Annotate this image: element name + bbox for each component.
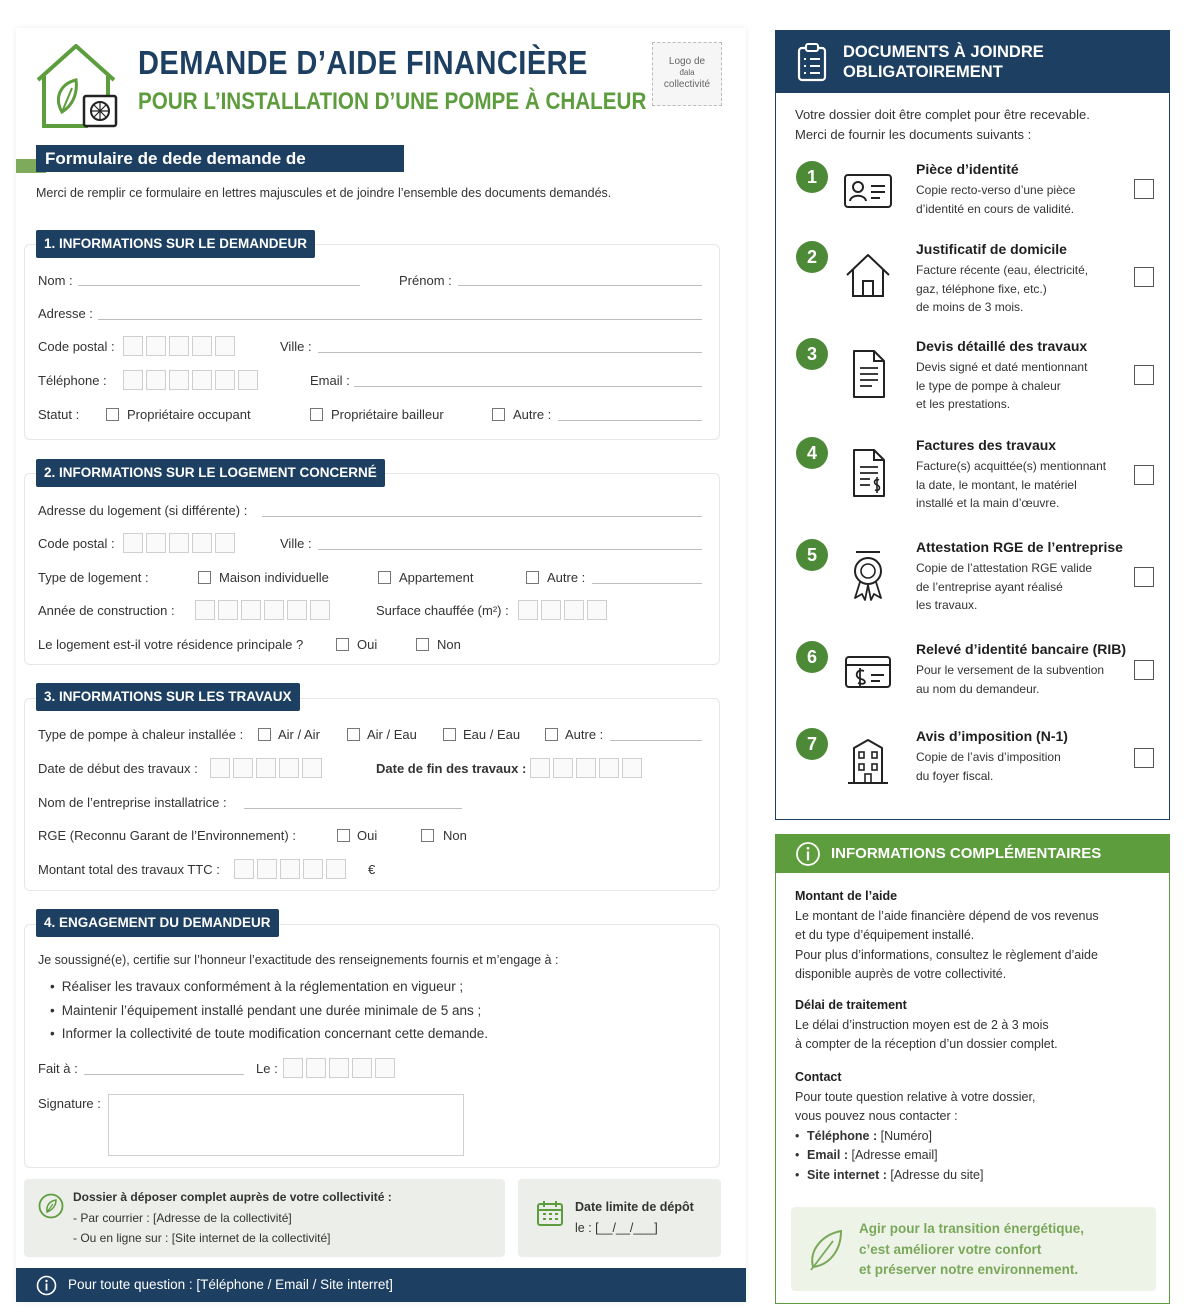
info-delai [795, 996, 1058, 1055]
rge-non-label: Non [443, 828, 467, 843]
engagement-item: • Informer la collectivité de toute modification concernant cette demande. [64, 1022, 488, 1046]
statut-label: Statut : [38, 407, 80, 422]
document-description-line: Facture(s) acquittée(s) mentionnant [916, 459, 1107, 473]
info-contact-title: Contact [795, 1070, 842, 1084]
engagement-item: • Réaliser les travaux conformément à la réglementation en vigueur ; [64, 975, 488, 999]
date-fin-boxes[interactable] [530, 758, 642, 778]
contact-telephone: • Téléphone : [Numéro] [795, 1128, 933, 1143]
bank-card-icon [842, 645, 894, 697]
adresse-label: Adresse : [38, 306, 93, 321]
documents-header [776, 31, 1169, 93]
clipboard-checklist-icon [796, 42, 828, 82]
documents-intro-line: Merci de fournir les documents suivants : [795, 127, 1032, 142]
euro-symbol: € [368, 862, 376, 877]
document-description [916, 661, 1131, 698]
document-checkbox-imposition[interactable] [1134, 748, 1154, 768]
telephone-boxes[interactable] [123, 370, 258, 390]
document-description-line: de moins de 3 mois. [916, 300, 1024, 314]
ville-field[interactable] [318, 352, 702, 353]
rge-label: RGE (Reconnu Garant de l’Environnement) : [38, 828, 296, 843]
documents-panel [775, 30, 1170, 820]
proprietaire-bailleur-label: Propriétaire bailleur [331, 407, 444, 422]
collectivite-logo-placeholder [652, 42, 722, 106]
adresse-logement-label: Adresse du logement (si différente) : [38, 503, 248, 518]
residence-principale-label: Le logement est-il votre résidence principale ? [38, 637, 304, 652]
documents-header-line1: DOCUMENTS À JOINDRE [843, 43, 1044, 61]
logo-placeholder-text: Logo de [668, 56, 706, 67]
date-debut-boxes[interactable] [210, 758, 322, 778]
air-air-checkbox[interactable] [258, 728, 271, 741]
invoice-icon [842, 447, 894, 499]
document-checkbox-domicile[interactable] [1134, 267, 1154, 287]
section3-label: 3. INFORMATIONS SUR LES TRAVAUX [36, 683, 300, 711]
montant-boxes[interactable] [234, 859, 346, 879]
document-description-line: du foyer fiscal. [916, 768, 994, 783]
logement-autre-checkbox[interactable] [526, 571, 539, 584]
surface-label: Surface chauffée (m²) : [376, 603, 509, 618]
document-checkbox-devis[interactable] [1134, 365, 1154, 385]
engagement-list [61, 975, 488, 1046]
form-page [16, 28, 746, 1302]
nom-label: Nom : [38, 273, 73, 288]
document-description-line: Copie de l’attestation RGE valide [916, 561, 1093, 575]
ville-logement-label: Ville : [280, 536, 312, 551]
document-title: Relevé d’identité bancaire (RIB) [916, 641, 1127, 657]
building-icon [842, 734, 894, 786]
info-montant-title: Montant de l’aide [795, 889, 898, 903]
fait-a-field[interactable] [84, 1074, 244, 1075]
main-title: DEMANDE D’AIDE FINANCIÈRE [138, 44, 588, 81]
logement-autre-label: Autre : [547, 570, 586, 585]
date-debut-label: Date de début des travaux : [38, 761, 198, 776]
statut-autre-label: Autre : [513, 407, 552, 422]
form-banner: Formulaire de dede demande de subvention [36, 145, 404, 172]
info-delai-title: Délai de traitement [795, 998, 907, 1012]
depot-en-ligne-value: [Site internet de la collectivité] [168, 1231, 331, 1245]
contact-telephone-value: [Numéro] [877, 1128, 933, 1143]
engagement-intro: Je soussigné(e), certifie sur l’honneur l’exactitude des renseignements fournis et m’engage à : [38, 953, 559, 967]
section2-label: 2. INFORMATIONS SUR LE LOGEMENT CONCERNÉ [36, 459, 385, 487]
document-description-line: la date, le montant, le matériel [916, 477, 1077, 492]
fait-a-label: Fait à : [38, 1061, 78, 1076]
document-description-line: Copie recto-verso d’une pièce [916, 183, 1076, 197]
document-description [916, 261, 1131, 317]
document-description-line: au nom du demandeur. [916, 681, 1040, 696]
nom-field[interactable] [78, 285, 360, 286]
document-checkbox-rge[interactable] [1134, 567, 1154, 587]
documents-header-line2: OBLIGATOIREMENT [843, 63, 1003, 81]
info-panel [775, 834, 1170, 1304]
calendar-icon [536, 1199, 564, 1227]
section1-label: 1. INFORMATIONS SUR LE DEMANDEUR [36, 230, 315, 258]
logo-placeholder-text: collectivité [663, 79, 711, 90]
code-postal-boxes[interactable] [123, 336, 235, 356]
code-postal-logement-label: Code postal : [38, 536, 115, 551]
signature-label: Signature : [38, 1096, 101, 1111]
contact-site-label: Site internet : [807, 1167, 887, 1182]
date-fin-label: Date de fin des travaux : [376, 761, 527, 776]
document-description-line: Copie de l’avis d’imposition [916, 750, 1061, 764]
montant-label: Montant total des travaux TTC : [38, 862, 220, 877]
rge-non-checkbox[interactable] [421, 829, 434, 842]
document-description-line: Facture récente (eau, électricité, [916, 263, 1089, 277]
eau-eau-label: Eau / Eau [463, 727, 521, 742]
residence-oui-label: Oui [357, 637, 378, 652]
contact-email-value: [Adresse email] [848, 1148, 938, 1162]
house-leaf-heat-pump-logo-icon [32, 40, 120, 130]
depot-courrier-label: - Par courrier : [73, 1211, 150, 1225]
maison-checkbox[interactable] [198, 571, 211, 584]
document-checkbox-identite[interactable] [1134, 179, 1154, 199]
document-description-line: d’identité en cours de validité. [916, 201, 1075, 216]
annee-construction-boxes[interactable] [195, 600, 330, 620]
deadline-date-field[interactable]: le : [__/__/___] [575, 1221, 658, 1235]
email-field[interactable] [354, 386, 702, 387]
statut-autre-field[interactable] [558, 420, 702, 421]
transition-message-line: et préserver notre environnement. [859, 1262, 1079, 1277]
document-description-line: installé et la main d’œuvre. [916, 496, 1060, 510]
house-icon [842, 249, 894, 301]
contact-email: • Email : [Adresse email] [795, 1148, 938, 1162]
code-postal-label: Code postal : [38, 339, 115, 354]
info-montant-line: disponible auprès de votre collectivité. [795, 967, 1007, 981]
proprietaire-occupant-label: Propriétaire occupant [127, 407, 251, 422]
info-montant-line: Pour plus d’informations, consultez le règlement d’aide [795, 947, 1098, 962]
document-checkbox-rib[interactable] [1134, 660, 1154, 680]
pompe-autre-field[interactable] [610, 740, 702, 741]
document-number: 5 [796, 539, 828, 571]
statut-autre-checkbox[interactable] [492, 408, 505, 421]
prenom-field[interactable] [458, 285, 702, 286]
info-header-title: INFORMATIONS COMPLÉMENTAIRES [831, 845, 1102, 862]
info-montant [795, 887, 1099, 985]
info-montant-line: et du type d’équipement installé. [795, 928, 975, 942]
deadline-label: Date limite de dépôt [575, 1200, 694, 1214]
info-icon [795, 841, 821, 867]
document-description [916, 181, 1131, 218]
section4-label: 4. ENGAGEMENT DU DEMANDEUR [36, 909, 279, 937]
logo-placeholder-text: đala [679, 68, 695, 77]
documents-intro-line: Votre dossier doit être complet pour être recevable. [795, 107, 1090, 122]
document-title: Devis détaillé des travaux [916, 338, 1088, 354]
depot-title: Dossier à déposer complet auprès de votre collectivité : [73, 1190, 392, 1204]
document-description-line: de l’entreprise ayant réalisé [916, 579, 1063, 594]
depot-info-box [24, 1179, 505, 1257]
info-delai-line: à compter de la réception d’un dossier complet. [795, 1037, 1058, 1051]
logement-autre-field[interactable] [592, 583, 702, 584]
footer-contact-text: Pour toute question : [Téléphone / Email / Site interret] [68, 1277, 393, 1292]
document-description [916, 748, 1131, 785]
document-number: 4 [796, 437, 828, 469]
info-icon [36, 1275, 57, 1296]
depot-en-ligne [73, 1231, 330, 1245]
transition-message-box [791, 1207, 1156, 1291]
date-signature-label: Le : [256, 1061, 278, 1076]
air-air-label: Air / Air [278, 727, 320, 742]
annee-construction-label: Année de construction : [38, 603, 175, 618]
transition-message-line: Agir pour la transition énergétique, [859, 1221, 1085, 1236]
document-title: Pièce d’identité [916, 161, 1019, 177]
document-title: Justificatif de domicile [916, 241, 1067, 257]
adresse-field[interactable] [98, 319, 702, 320]
surface-boxes[interactable] [518, 600, 607, 620]
depot-en-ligne-label: - Ou en ligne sur : [73, 1231, 169, 1245]
adresse-logement-field[interactable] [262, 516, 702, 517]
ville-logement-field[interactable] [318, 549, 702, 550]
residence-oui-checkbox[interactable] [336, 638, 349, 651]
document-description [916, 559, 1131, 615]
intro-text: Merci de remplir ce formulaire en lettres majuscules et de joindre l’ensemble des documents demandés. [36, 186, 612, 200]
ville-label: Ville : [280, 339, 312, 354]
info-contact [795, 1068, 1035, 1185]
info-contact-line: Pour toute question relative à votre dossier, [795, 1089, 1036, 1104]
contact-email-label: Email : [807, 1148, 848, 1162]
contact-site-value: [Adresse du site] [886, 1167, 984, 1182]
signature-field[interactable] [108, 1094, 464, 1156]
contact-site: • Site internet : [Adresse du site] [795, 1167, 984, 1182]
info-header [776, 835, 1169, 873]
date-signature-boxes[interactable] [283, 1058, 395, 1078]
document-description-line: et les prestations. [916, 397, 1011, 411]
proprietaire-occupant-checkbox[interactable] [106, 408, 119, 421]
id-card-icon [842, 165, 894, 217]
rge-oui-checkbox[interactable] [337, 829, 350, 842]
type-pompe-label: Type de pompe à chaleur installée : [38, 727, 244, 742]
pompe-autre-checkbox[interactable] [545, 728, 558, 741]
document-description-line: le type de pompe à chaleur [916, 378, 1061, 393]
transition-message [859, 1219, 1084, 1281]
footer-bar [16, 1268, 746, 1302]
document-description-line: gaz, téléphone fixe, etc.) [916, 281, 1047, 296]
document-number: 3 [796, 338, 828, 370]
info-contact-line: vous pouvez nous contacter : [795, 1109, 958, 1123]
document-description-line: Devis signé et daté mentionnant [916, 360, 1088, 374]
document-title: Factures des travaux [916, 437, 1057, 453]
document-icon [842, 348, 894, 400]
type-logement-label: Type de logement : [38, 570, 149, 585]
documents-intro [795, 105, 1090, 145]
rge-oui-label: Oui [357, 828, 378, 843]
document-title: Attestation RGE de l’entreprise [916, 539, 1123, 555]
document-description [916, 457, 1131, 513]
contact-telephone-label: Téléphone : [807, 1128, 878, 1143]
pompe-autre-label: Autre : [565, 727, 604, 742]
appartement-checkbox[interactable] [378, 571, 391, 584]
air-eau-label: Air / Eau [367, 727, 417, 742]
document-number: 7 [796, 728, 828, 760]
eau-eau-checkbox[interactable] [443, 728, 456, 741]
telephone-label: Téléphone : [38, 373, 107, 388]
depot-courrier [73, 1211, 292, 1225]
transition-message-line: c’est améliorer votre confort [859, 1241, 1042, 1257]
document-description-line: les travaux. [916, 598, 978, 612]
info-delai-line: Le délai d’instruction moyen est de 2 à 3 mois [795, 1017, 1049, 1032]
maison-label: Maison individuelle [219, 570, 329, 585]
deadline-box [518, 1179, 721, 1257]
main-subtitle: POUR L’INSTALLATION D’UNE POMPE À CHALEUR [138, 88, 647, 115]
engagement-item: • Maintenir l’équipement installé pendant une durée minimale de 5 ans ; [64, 999, 488, 1023]
code-postal-logement-boxes[interactable] [123, 533, 235, 553]
depot-courrier-value: [Adresse de la collectivité] [149, 1211, 292, 1225]
entreprise-label: Nom de l’entreprise installatrice : [38, 795, 227, 810]
document-number: 1 [796, 161, 828, 193]
document-number: 6 [796, 641, 828, 673]
leaf-icon [807, 1227, 845, 1271]
entreprise-field[interactable] [244, 808, 462, 809]
leaf-info-icon [38, 1193, 64, 1219]
document-number: 2 [796, 241, 828, 273]
document-checkbox-factures[interactable] [1134, 465, 1154, 485]
prenom-label: Prénom : [399, 273, 452, 288]
residence-non-label: Non [437, 637, 461, 652]
info-montant-line: Le montant de l’aide financière dépend de vos revenus [795, 908, 1099, 923]
residence-non-checkbox[interactable] [416, 638, 429, 651]
air-eau-checkbox[interactable] [347, 728, 360, 741]
certificate-badge-icon [842, 549, 894, 601]
document-description [916, 358, 1131, 414]
email-label: Email : [310, 373, 350, 388]
document-description-line: Pour le versement de la subvention [916, 663, 1105, 677]
proprietaire-bailleur-checkbox[interactable] [310, 408, 323, 421]
document-title: Avis d’imposition (N-1) [916, 728, 1068, 744]
appartement-label: Appartement [399, 570, 474, 585]
